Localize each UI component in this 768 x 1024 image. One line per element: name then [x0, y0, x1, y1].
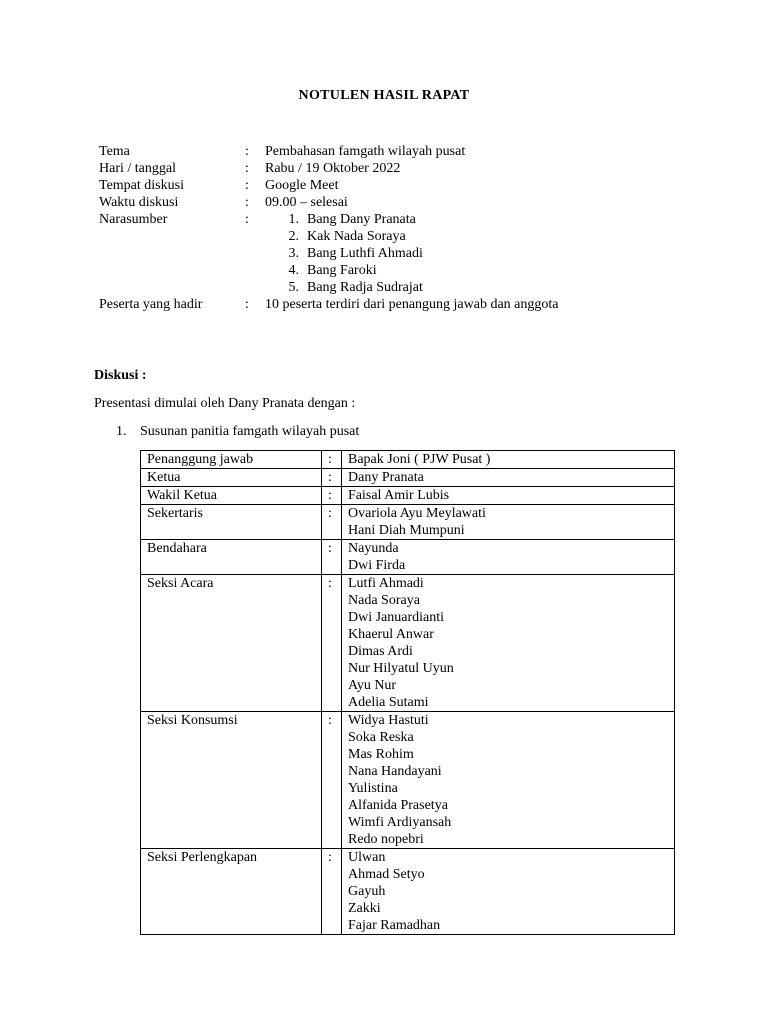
- info-colon: :: [245, 178, 249, 193]
- list-number: 3.: [288, 246, 299, 261]
- member-name: Ovariola Ayu Meylawati: [348, 506, 486, 521]
- member-name: Redo nopebri: [348, 832, 424, 847]
- role-cell: Seksi Acara: [141, 575, 322, 712]
- role-cell: Seksi Konsumsi: [141, 712, 322, 849]
- table-row: [141, 712, 675, 849]
- narasumber-name: Kak Nada Soraya: [307, 229, 406, 244]
- colon-cell: :: [322, 712, 342, 849]
- info-row-narasumber: [99, 211, 699, 296]
- colon-cell: :: [322, 849, 342, 935]
- info-colon: :: [245, 161, 249, 176]
- info-row-hari-tanggal: [99, 160, 699, 177]
- members-cell: [342, 849, 675, 935]
- member-name: Dimas Ardi: [348, 644, 413, 659]
- info-row-waktu: [99, 194, 699, 211]
- role-cell: Penanggung jawab: [141, 451, 322, 469]
- info-colon: :: [245, 212, 249, 227]
- members-cell: [342, 505, 675, 540]
- member-name: Adelia Sutami: [348, 695, 429, 710]
- member-name: Gayuh: [348, 884, 386, 899]
- member-name: Nana Handayani: [348, 764, 442, 779]
- member-name: Zakki: [348, 901, 381, 916]
- narasumber-list: [265, 211, 699, 296]
- intro-paragraph: Presentasi dimulai oleh Dany Pranata dengan :: [94, 396, 356, 411]
- info-row-tempat: [99, 177, 699, 194]
- colon-cell: :: [322, 487, 342, 505]
- member-name: Dwi Januardianti: [348, 610, 445, 625]
- table-row: [141, 469, 675, 487]
- info-colon: :: [245, 144, 249, 159]
- members-cell: [342, 487, 675, 505]
- list-item: [265, 279, 699, 296]
- member-name: Widya Hastuti: [348, 713, 429, 728]
- info-label: Hari / tanggal: [99, 161, 176, 176]
- info-colon: :: [245, 195, 249, 210]
- table-row: [141, 540, 675, 575]
- member-name: Faisal Amir Lubis: [348, 488, 450, 503]
- member-name: Khaerul Anwar: [348, 627, 434, 642]
- list-number: 1.: [288, 212, 299, 227]
- colon-cell: :: [322, 451, 342, 469]
- info-value: Google Meet: [265, 178, 339, 193]
- list-item: [265, 245, 699, 262]
- table-row: [141, 575, 675, 712]
- members-cell: [342, 451, 675, 469]
- meeting-info: [99, 143, 699, 313]
- member-name: Lutfi Ahmadi: [348, 576, 424, 591]
- member-name: Nada Soraya: [348, 593, 420, 608]
- members-cell: [342, 575, 675, 712]
- member-name: Nur Hilyatul Uyun: [348, 661, 454, 676]
- role-cell: Ketua: [141, 469, 322, 487]
- member-name: Ayu Nur: [348, 678, 397, 693]
- member-name: Ahmad Setyo: [348, 867, 425, 882]
- member-name: Bapak Joni ( PJW Pusat ): [348, 452, 491, 467]
- role-cell: Sekertaris: [141, 505, 322, 540]
- item-text: Susunan panitia famgath wilayah pusat: [140, 424, 360, 439]
- item-number: 1.: [116, 424, 127, 439]
- role-cell: Wakil Ketua: [141, 487, 322, 505]
- numbered-item: [116, 423, 359, 440]
- list-number: 2.: [288, 229, 299, 244]
- member-name: Alfanida Prasetya: [348, 798, 448, 813]
- role-cell: Seksi Perlengkapan: [141, 849, 322, 935]
- info-row-tema: [99, 143, 699, 160]
- colon-cell: :: [322, 575, 342, 712]
- diskusi-heading: Diskusi :: [94, 368, 147, 383]
- info-label: Tempat diskusi: [99, 178, 184, 193]
- colon-cell: :: [322, 469, 342, 487]
- members-cell: [342, 540, 675, 575]
- table-row: [141, 849, 675, 935]
- member-name: Dany Pranata: [348, 470, 424, 485]
- list-item: [265, 211, 699, 228]
- table-row: [141, 505, 675, 540]
- table-row: [141, 451, 675, 469]
- list-item: [265, 262, 699, 279]
- members-cell: [342, 712, 675, 849]
- member-name: Mas Rohim: [348, 747, 414, 762]
- info-label: Waktu diskusi: [99, 195, 179, 210]
- member-name: Wimfi Ardiyansah: [348, 815, 452, 830]
- list-number: 4.: [288, 263, 299, 278]
- list-number: 5.: [288, 280, 299, 295]
- colon-cell: :: [322, 505, 342, 540]
- document-title: NOTULEN HASIL RAPAT: [298, 88, 470, 103]
- info-row-peserta: [99, 296, 699, 313]
- member-name: Nayunda: [348, 541, 399, 556]
- info-value: Rabu / 19 Oktober 2022: [265, 161, 401, 176]
- info-label: Peserta yang hadir: [99, 297, 203, 312]
- list-item: [265, 228, 699, 245]
- narasumber-name: Bang Radja Sudrajat: [307, 280, 423, 295]
- info-label: Narasumber: [99, 212, 168, 227]
- committee-table: [140, 450, 675, 935]
- info-value: Pembahasan famgath wilayah pusat: [265, 144, 466, 159]
- info-value: 09.00 – selesai: [265, 195, 348, 210]
- role-cell: Bendahara: [141, 540, 322, 575]
- narasumber-name: Bang Luthfi Ahmadi: [307, 246, 423, 261]
- info-value: 10 peserta terdiri dari penangung jawab dan anggota: [265, 297, 559, 312]
- members-cell: [342, 469, 675, 487]
- info-label: Tema: [99, 144, 130, 159]
- member-name: Soka Reska: [348, 730, 414, 745]
- colon-cell: :: [322, 540, 342, 575]
- member-name: Fajar Ramadhan: [348, 918, 441, 933]
- member-name: Yulistina: [348, 781, 398, 796]
- narasumber-name: Bang Dany Pranata: [307, 212, 416, 227]
- info-colon: :: [245, 297, 249, 312]
- member-name: Hani Diah Mumpuni: [348, 523, 465, 538]
- table-row: [141, 487, 675, 505]
- narasumber-name: Bang Faroki: [307, 263, 377, 278]
- member-name: Dwi Firda: [348, 558, 406, 573]
- member-name: Ulwan: [348, 850, 386, 865]
